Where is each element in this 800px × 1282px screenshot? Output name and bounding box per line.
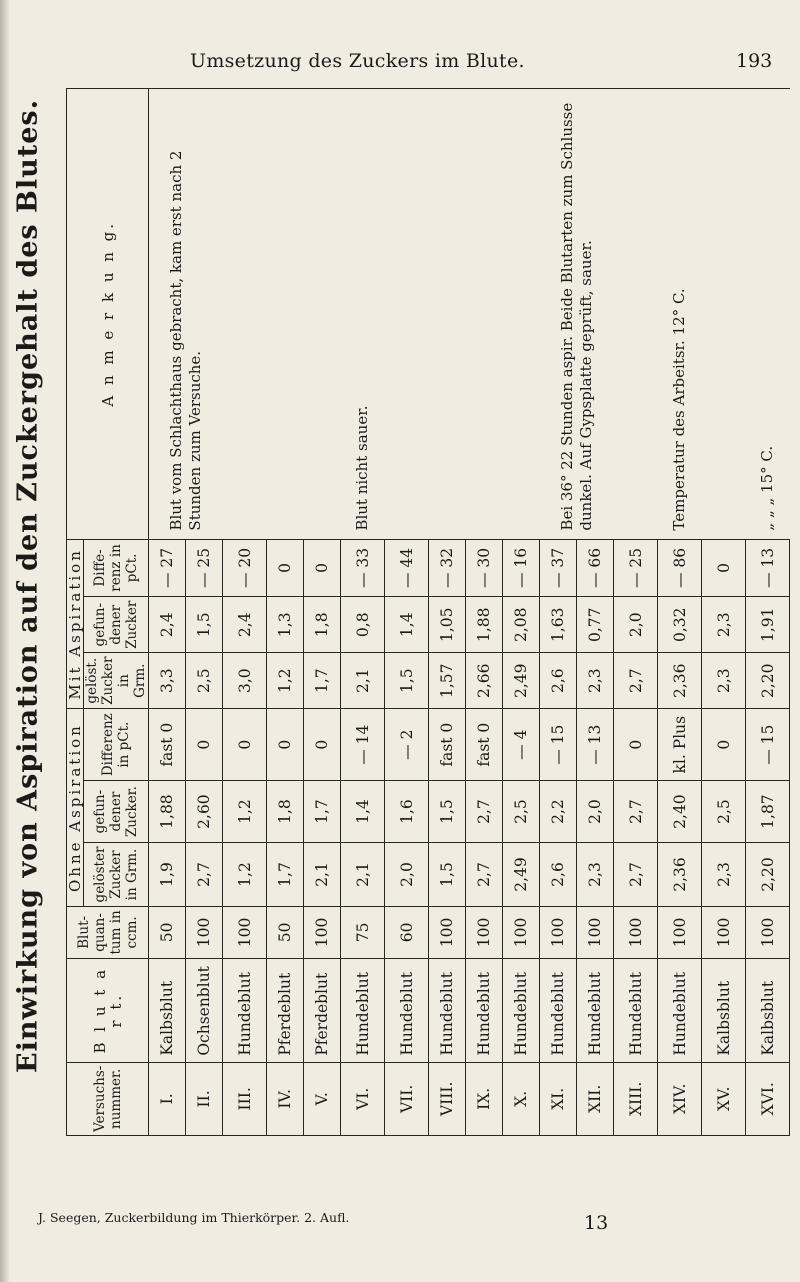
cell-o-gef: 2,2: [540, 781, 577, 843]
cell-m-gel: 2,3: [577, 653, 614, 709]
cell-blutart: Pferdeblut: [267, 958, 304, 1062]
cell-menge: 60: [385, 906, 429, 958]
cell-m-gel: 2,49: [503, 653, 540, 709]
header-blutart: B l u t a r t.: [67, 958, 149, 1062]
cell-nr: XIII.: [614, 1062, 658, 1135]
cell-menge: 50: [149, 906, 186, 958]
cell-o-gel: 2,49: [503, 843, 540, 907]
cell-menge: 75: [341, 906, 385, 958]
cell-o-gel: 2,36: [658, 843, 702, 907]
cell-m-diff: 0: [267, 539, 304, 597]
cell-o-diff: — 13: [577, 709, 614, 781]
header-versuch: Versuchs-nummer.: [67, 1062, 149, 1135]
cell-o-gef: 1,87: [746, 781, 790, 843]
cell-o-gef: 1,2: [223, 781, 267, 843]
cell-m-gel: 2,6: [540, 653, 577, 709]
header-ohne-gefunden: gefun-dener Zucker.: [84, 781, 149, 843]
cell-m-gef: 0,32: [658, 597, 702, 653]
cell-m-diff: — 27: [149, 539, 186, 597]
cell-menge: 100: [658, 906, 702, 958]
cell-o-gef: 1,6: [385, 781, 429, 843]
cell-o-gef: 1,88: [149, 781, 186, 843]
cell-anmerkung: [429, 89, 540, 540]
cell-o-gel: 2,0: [385, 843, 429, 907]
cell-menge: 100: [577, 906, 614, 958]
table-row: [149, 89, 186, 1136]
cell-menge: 100: [702, 906, 746, 958]
cell-o-diff: 0: [304, 709, 341, 781]
cell-m-diff: — 86: [658, 539, 702, 597]
header-ohne-differenz: Differenz in pCt.: [84, 709, 149, 781]
cell-m-diff: — 13: [746, 539, 790, 597]
cell-m-gef: 1,3: [267, 597, 304, 653]
cell-o-gel: 2,3: [577, 843, 614, 907]
data-table: [66, 88, 777, 1136]
cell-menge: 100: [429, 906, 466, 958]
footer-signature: 13: [584, 1212, 609, 1234]
table-row: [267, 89, 304, 1136]
cell-anmerkung: [385, 89, 429, 540]
cell-menge: 100: [503, 906, 540, 958]
cell-m-diff: — 16: [503, 539, 540, 597]
table-body: [149, 89, 790, 1136]
cell-o-diff: — 15: [746, 709, 790, 781]
cell-anmerkung: [702, 89, 746, 540]
cell-m-gef: 2,4: [223, 597, 267, 653]
cell-menge: 50: [267, 906, 304, 958]
cell-nr: VII.: [385, 1062, 429, 1135]
table-row: [341, 89, 385, 1136]
cell-o-gef: 2,7: [466, 781, 503, 843]
cell-o-gel: 1,7: [267, 843, 304, 907]
cell-o-diff: — 14: [341, 709, 385, 781]
cell-o-diff: fast 0: [429, 709, 466, 781]
cell-o-gel: 2,7: [466, 843, 503, 907]
cell-o-gel: 2,7: [614, 843, 658, 907]
cell-o-diff: 0: [614, 709, 658, 781]
cell-anmerkung: [267, 89, 341, 540]
cell-nr: I.: [149, 1062, 186, 1135]
cell-anmerkung: „ „ „ 15° C.: [746, 89, 790, 540]
cell-m-diff: — 33: [341, 539, 385, 597]
cell-m-diff: — 25: [186, 539, 223, 597]
cell-o-gef: 2,0: [577, 781, 614, 843]
cell-o-diff: — 15: [540, 709, 577, 781]
cell-o-diff: 0: [223, 709, 267, 781]
cell-m-gef: 1,91: [746, 597, 790, 653]
cell-blutart: Kalbsblut: [746, 958, 790, 1062]
cell-menge: 100: [186, 906, 223, 958]
cell-o-diff: — 2: [385, 709, 429, 781]
cell-blutart: Kalbsblut: [702, 958, 746, 1062]
cell-menge: 100: [746, 906, 790, 958]
header-mit-geloest: gelöst. Zucker in Grm.: [84, 653, 149, 709]
cell-blutart: Hundeblut: [614, 958, 658, 1062]
cell-m-gef: 2,08: [503, 597, 540, 653]
cell-m-gel: 2,36: [658, 653, 702, 709]
cell-nr: III.: [223, 1062, 267, 1135]
cell-m-diff: — 37: [540, 539, 577, 597]
header-mit-aspiration: Mit Aspiration: [67, 539, 84, 709]
cell-m-gel: 1,7: [304, 653, 341, 709]
table-caption: Einwirkung von Aspiration auf den Zuckergehalt des Blutes.: [12, 99, 44, 1073]
cell-blutart: Kalbsblut: [149, 958, 186, 1062]
cell-nr: VI.: [341, 1062, 385, 1135]
cell-m-diff: — 44: [385, 539, 429, 597]
cell-o-gef: 2,5: [702, 781, 746, 843]
cell-m-gel: 2,66: [466, 653, 503, 709]
cell-menge: 100: [614, 906, 658, 958]
cell-m-gef: 1,5: [186, 597, 223, 653]
cell-blutart: Hundeblut: [503, 958, 540, 1062]
cell-m-gel: 3,3: [149, 653, 186, 709]
table-row: [385, 89, 429, 1136]
cell-o-diff: 0: [267, 709, 304, 781]
cell-nr: IV.: [267, 1062, 304, 1135]
cell-m-gel: 2,5: [186, 653, 223, 709]
cell-m-gel: 2,7: [614, 653, 658, 709]
cell-anmerkung: Bei 36° 22 Stunden aspir. Beide Blutarten zum Schlusse dunkel. Auf Gypsplatte geprüft, sauer.: [540, 89, 614, 540]
cell-nr: XVI.: [746, 1062, 790, 1135]
cell-m-diff: — 30: [466, 539, 503, 597]
cell-anmerkung: Temperatur des Arbeitsr. 12° C.: [658, 89, 702, 540]
running-title: Umsetzung des Zuckers im Blute.: [190, 50, 525, 72]
cell-menge: 100: [304, 906, 341, 958]
cell-o-gel: 2,6: [540, 843, 577, 907]
cell-o-gel: 2,7: [186, 843, 223, 907]
cell-m-gel: 2,1: [341, 653, 385, 709]
header-menge: Blut-quan-tum in ccm.: [67, 906, 149, 958]
cell-m-diff: 0: [702, 539, 746, 597]
header-anmerkung: A n m e r k u n g.: [67, 89, 149, 540]
cell-m-gef: 1,63: [540, 597, 577, 653]
cell-o-gef: 1,4: [341, 781, 385, 843]
cell-nr: X.: [503, 1062, 540, 1135]
table-row: [429, 89, 466, 1136]
cell-o-diff: — 4: [503, 709, 540, 781]
table-row: [223, 89, 267, 1136]
cell-nr: XIV.: [658, 1062, 702, 1135]
cell-blutart: Hundeblut: [385, 958, 429, 1062]
cell-blutart: Hundeblut: [658, 958, 702, 1062]
cell-o-diff: kl. Plus: [658, 709, 702, 781]
cell-m-gef: 1,88: [466, 597, 503, 653]
cell-nr: V.: [304, 1062, 341, 1135]
cell-m-gef: 1,8: [304, 597, 341, 653]
table-row: [658, 89, 702, 1136]
cell-o-gef: 1,5: [429, 781, 466, 843]
cell-nr: IX.: [466, 1062, 503, 1135]
cell-o-diff: fast 0: [466, 709, 503, 781]
table-row: [540, 89, 577, 1136]
cell-anmerkung: Blut nicht sauer.: [341, 89, 385, 540]
footer-reference: J. Seegen, Zuckerbildung im Thierkörper. 2. Aufl.: [38, 1210, 350, 1225]
table-row: [746, 89, 790, 1136]
cell-blutart: Hundeblut: [577, 958, 614, 1062]
table-caption-vertical: [8, 96, 48, 1076]
cell-m-gel: 3,0: [223, 653, 267, 709]
sugar-table: [66, 88, 790, 1136]
cell-m-gef: 0,77: [577, 597, 614, 653]
cell-o-gel: 1,2: [223, 843, 267, 907]
table-row: [702, 89, 746, 1136]
cell-m-diff: — 25: [614, 539, 658, 597]
cell-o-gel: 1,5: [429, 843, 466, 907]
cell-o-gef: 1,7: [304, 781, 341, 843]
cell-menge: 100: [223, 906, 267, 958]
cell-o-gef: 2,5: [503, 781, 540, 843]
cell-m-gef: 2,0: [614, 597, 658, 653]
cell-o-gel: 2,20: [746, 843, 790, 907]
cell-o-gef: 2,60: [186, 781, 223, 843]
cell-blutart: Hundeblut: [466, 958, 503, 1062]
cell-nr: VIII.: [429, 1062, 466, 1135]
cell-o-gel: 2,1: [304, 843, 341, 907]
cell-blutart: Hundeblut: [540, 958, 577, 1062]
cell-m-gel: 1,5: [385, 653, 429, 709]
cell-m-diff: — 66: [577, 539, 614, 597]
header-mit-differenz: Diffe-renz in pCt.: [84, 539, 149, 597]
cell-m-gel: 2,20: [746, 653, 790, 709]
cell-m-gef: 0,8: [341, 597, 385, 653]
cell-m-gel: 1,57: [429, 653, 466, 709]
cell-nr: XV.: [702, 1062, 746, 1135]
cell-m-diff: 0: [304, 539, 341, 597]
cell-o-gel: 2,1: [341, 843, 385, 907]
cell-o-gef: 1,8: [267, 781, 304, 843]
cell-nr: XI.: [540, 1062, 577, 1135]
cell-blutart: Pferdeblut: [304, 958, 341, 1062]
cell-m-gef: 1,05: [429, 597, 466, 653]
cell-menge: 100: [540, 906, 577, 958]
cell-m-diff: — 32: [429, 539, 466, 597]
cell-m-gef: 2,4: [149, 597, 186, 653]
cell-o-gef: 2,7: [614, 781, 658, 843]
header-mit-gefunden: gefun-dener Zucker: [84, 597, 149, 653]
cell-blutart: Hundeblut: [429, 958, 466, 1062]
cell-m-diff: — 20: [223, 539, 267, 597]
header-ohne-aspiration: Ohne Aspiration: [67, 709, 84, 907]
cell-nr: XII.: [577, 1062, 614, 1135]
cell-o-gel: 1,9: [149, 843, 186, 907]
rotated-table-wrapper: [66, 88, 777, 1136]
cell-anmerkung: [223, 89, 267, 540]
cell-m-gef: 1,4: [385, 597, 429, 653]
cell-o-gel: 2,3: [702, 843, 746, 907]
page-number: 193: [736, 50, 773, 72]
cell-m-gel: 1,2: [267, 653, 304, 709]
cell-blutart: Hundeblut: [341, 958, 385, 1062]
cell-o-gef: 2,40: [658, 781, 702, 843]
cell-nr: II.: [186, 1062, 223, 1135]
header-row-1: [67, 89, 84, 1136]
cell-blutart: Hundeblut: [223, 958, 267, 1062]
cell-o-diff: 0: [186, 709, 223, 781]
cell-anmerkung: Blut vom Schlachthaus gebracht, kam erst nach 2 Stunden zum Versuche.: [149, 89, 223, 540]
cell-o-diff: fast 0: [149, 709, 186, 781]
cell-blutart: Ochsenblut: [186, 958, 223, 1062]
cell-m-gef: 2,3: [702, 597, 746, 653]
cell-anmerkung: [614, 89, 658, 540]
cell-menge: 100: [466, 906, 503, 958]
cell-m-gel: 2,3: [702, 653, 746, 709]
header-ohne-geloest: gelöster Zucker in Grm.: [84, 843, 149, 907]
table-row: [614, 89, 658, 1136]
cell-o-diff: 0: [702, 709, 746, 781]
running-header: [0, 0, 800, 72]
